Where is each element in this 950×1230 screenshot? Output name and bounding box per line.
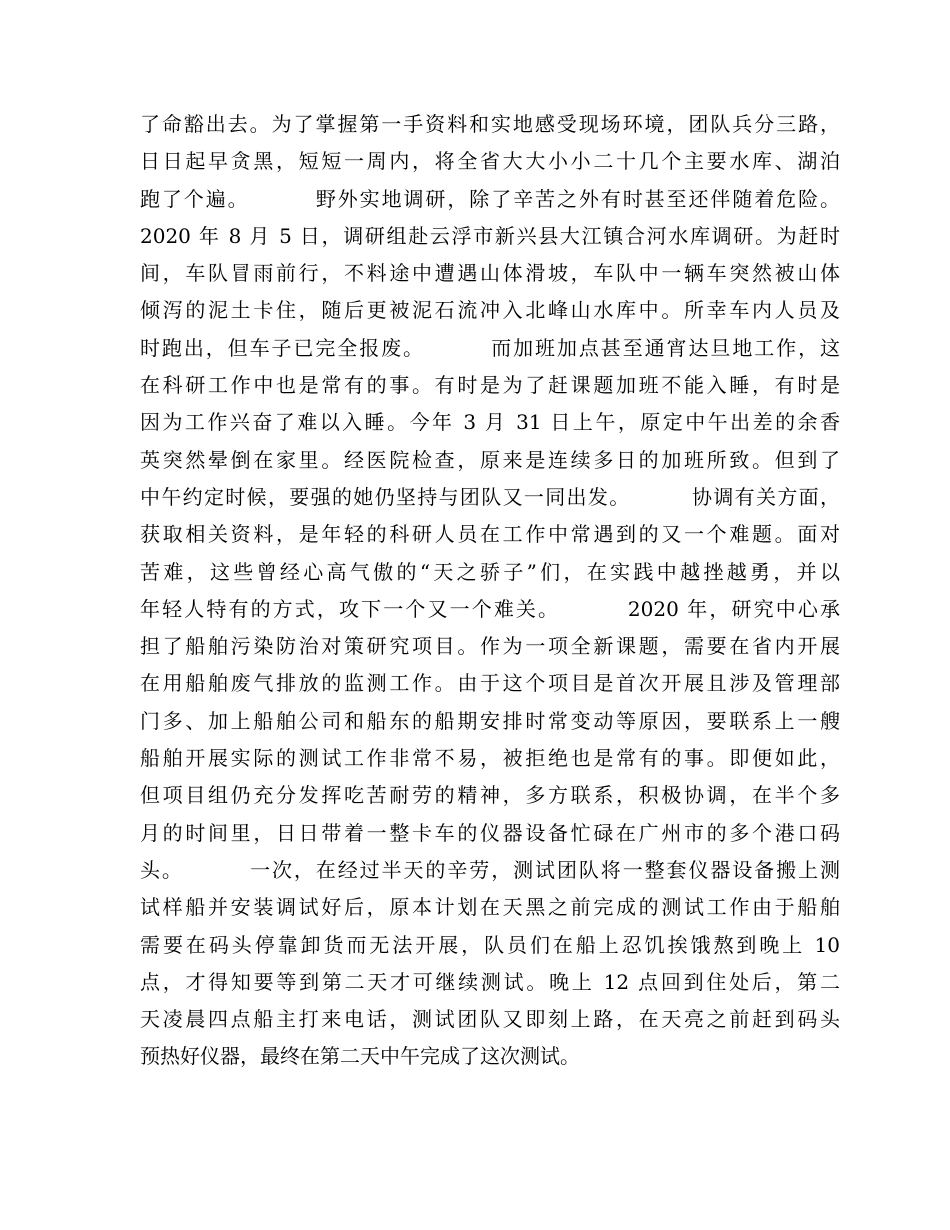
text-line: 倾泻的泥土卡住，随后更被泥石流冲入北峰山水库中。所幸车内人员及 — [140, 298, 840, 323]
text-line: 但项目组仍充分发挥吃苦耐劳的精神，多方联系，积极协调，在半个多 — [140, 783, 840, 808]
text-line: 在用船舶废气排放的监测工作。由于这个项目是首次开展且涉及管理部 — [140, 671, 840, 696]
text-line: 英突然晕倒在家里。经医院检查，原来是连续多日的加班所致。但到了 — [140, 447, 840, 472]
text-line: 苦难，这些曾经心高气傲的“天之骄子”们，在实践中越挫越勇，并以 — [140, 559, 840, 584]
text-line: 试样船并安装调试好后，原本计划在天黑之前完成的测试工作由于船舶 — [140, 895, 840, 920]
text-line: 2020 年 8 月 5 日，调研组赴云浮市新兴县大江镇合河水库调研。为赶时 — [140, 223, 840, 248]
text-line: 门多、加上船舶公司和船东的船期安排时常变动等原因，要联系上一艘 — [140, 708, 840, 733]
text-line: 获取相关资料，是年轻的科研人员在工作中常遇到的又一个难题。面对 — [140, 522, 840, 547]
text-line: 船舶开展实际的测试工作非常不易，被拒绝也是常有的事。即便如此， — [140, 746, 840, 771]
text-line: 年轻人特有的方式，攻下一个又一个难关。 2020 年，研究中心承 — [140, 596, 840, 621]
text-line: 月的时间里，日日带着一整卡车的仪器设备忙碌在广州市的多个港口码 — [140, 820, 840, 845]
text-line: 担了船舶污染防治对策研究项目。作为一项全新课题，需要在省内开展 — [140, 634, 840, 659]
body-text — [140, 106, 840, 1076]
text-line: 预热好仪器，最终在第二天中午完成了这次测试。 — [140, 1044, 580, 1069]
text-line: 点，才得知要等到第二天才可继续测试。晚上 12 点回到住处后，第二 — [140, 969, 840, 994]
text-line: 因为工作兴奋了难以入睡。今年 3 月 31 日上午，原定中午出差的余香 — [140, 410, 840, 435]
text-line: 了命豁出去。为了掌握第一手资料和实地感受现场环境，团队兵分三路， — [140, 112, 840, 136]
text-line: 需要在码头停靠卸货而无法开展，队员们在船上忍饥挨饿熬到晚上 10 — [140, 932, 840, 957]
text-line: 间，车队冒雨前行，不料途中遭遇山体滑坡，车队中一辆车突然被山体 — [140, 261, 840, 286]
text-line: 在科研工作中也是常有的事。有时是为了赶课题加班不能入睡，有时是 — [140, 373, 840, 398]
text-line: 天凌晨四点船主打来电话，测试团队又即刻上路，在天亮之前赶到码头 — [140, 1007, 840, 1032]
text-line: 头。 一次，在经过半天的辛劳，测试团队将一整套仪器设备搬上测 — [140, 857, 840, 882]
text-line: 中午约定时候，要强的她仍坚持与团队又一同出发。 协调有关方面， — [140, 484, 840, 509]
text-line: 日日起早贪黑，短短一周内，将全省大大小小二十几个主要水库、湖泊 — [140, 149, 840, 174]
text-line: 时跑出，但车子已完全报废。 而加班加点甚至通宵达旦地工作，这 — [140, 335, 840, 360]
text-line: 跑了个遍。 野外实地调研，除了辛苦之外有时甚至还伴随着危险。 — [140, 186, 840, 211]
